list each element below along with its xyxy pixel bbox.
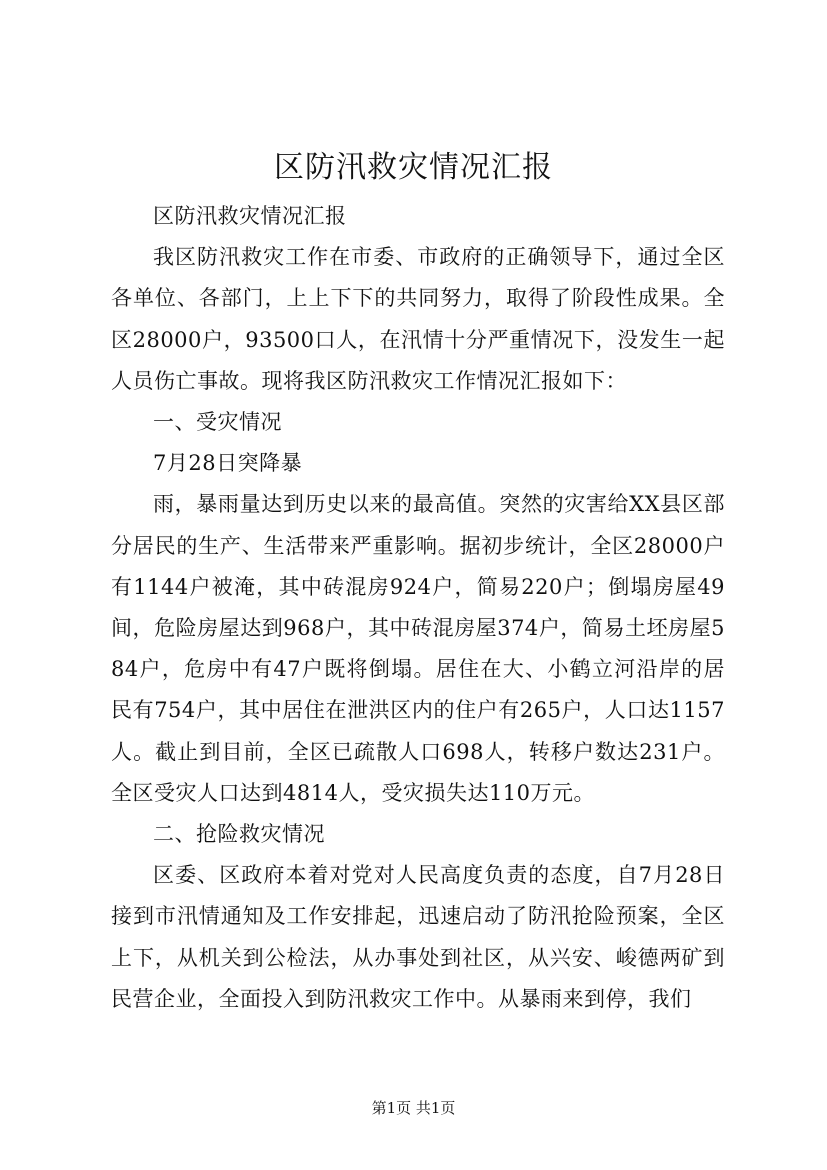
paragraph-disaster-details: 雨，暴雨量达到历史以来的最高值。突然的灾害给XX县区部分居民的生产、生活带来严重影响。据初步统计，全区28000户有1144户被淹，其中砖混房924户，简易220户；倒塌房屋49间，危险房屋达到968户，其中砖混房屋374户，简易土坯房屋584户，危房中有47户既将倒塌。居住在大、小鹤立河沿岸的居民有754户，其中居住在泄洪区内的住户有265户，人口达1157人。截止到目前，全区已疏散人口698人，转移户数达231户。全区受灾人口达到4814人，受灾损失达110万元。 xyxy=(111,492,725,805)
paragraph-rescue-details: 区委、区政府本着对党对人民高度负责的态度，自7月28日接到市汛情通知及工作安排起，迅速启动了防汛抢险预案，全区上下，从机关到公检法，从办事处到社区，从兴安、峻德两矿到民营企业，全面投入到防汛救灾工作中。从暴雨来到停，我们 xyxy=(111,863,725,1011)
page-footer: 第1页 共1页 xyxy=(371,1099,456,1117)
paragraph-intro: 我区防汛救灾工作在市委、市政府的正确领导下，通过全区各单位、各部门，上上下下的共同努力，取得了阶段性成果。全区28000户，93500口人，在汛情十分严重情况下，没发生一起人员伤亡事故。现将我区防汛救灾工作情况汇报如下： xyxy=(111,245,725,393)
paragraph-subtitle: 区防汛救灾情况汇报 xyxy=(153,204,347,228)
document-title: 区防汛救灾情况汇报 xyxy=(274,150,553,185)
paragraph-date-line: 7月28日突降暴 xyxy=(153,451,303,476)
document-body xyxy=(111,196,725,1020)
section-heading-disaster: 一、受灾情况 xyxy=(153,410,282,435)
section-heading-rescue: 二、抢险救灾情况 xyxy=(153,822,325,847)
